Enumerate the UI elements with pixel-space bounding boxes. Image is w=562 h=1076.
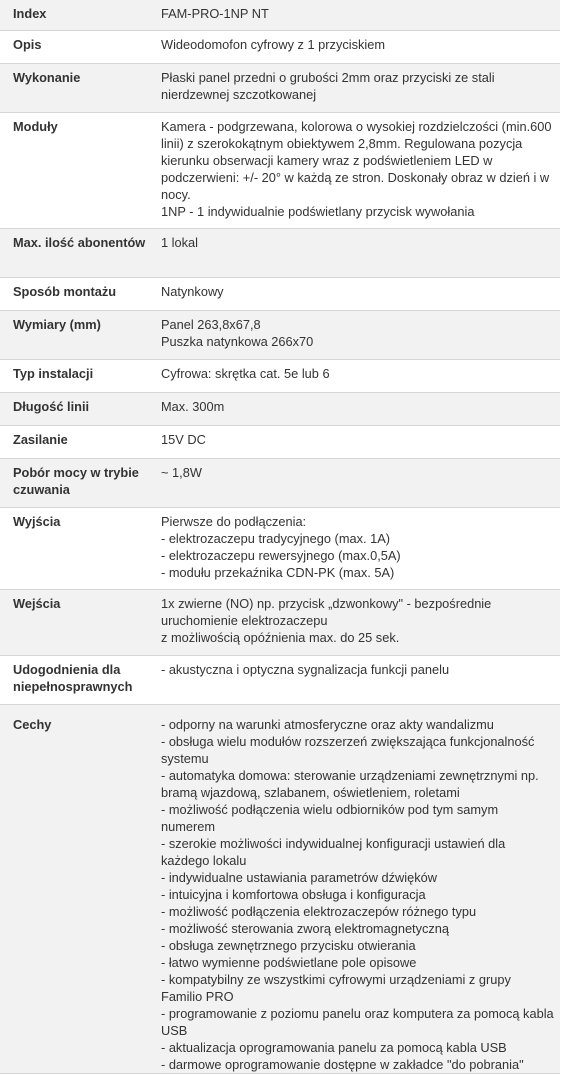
spec-value xyxy=(150,655,560,704)
spec-label: Typ instalacji xyxy=(0,359,150,392)
spec-row xyxy=(0,359,560,392)
spec-value-line: 15V DC xyxy=(161,431,206,447)
spec-value-line: - automatyka domowa: sterowanie urządzeniami zewnętrznymi np. bramą wjazdową, szlabanem, oświetleniem, roletami xyxy=(161,767,539,800)
spec-label: Wejścia xyxy=(0,589,150,655)
spec-value-line: Płaski panel przedni o grubości 2mm oraz przyciski ze stali nierdzewnej szczotkowanej xyxy=(161,69,495,102)
spec-value xyxy=(150,359,560,392)
spec-value-line: - szerokie możliwości indywidualnej konfiguracji ustawień dla każdego lokalu xyxy=(161,835,506,868)
spec-value xyxy=(150,63,560,112)
spec-row xyxy=(0,63,560,112)
spec-value-line: - obsługa wielu modułów rozszerzeń zwiększająca funkcjonalność systemu xyxy=(161,733,535,766)
spec-row xyxy=(0,277,560,310)
spec-value-line: - programowanie z poziomu panelu oraz komputera za pomocą kabla USB xyxy=(161,1005,554,1038)
spec-label: Opis xyxy=(0,30,150,63)
spec-value-line: FAM-PRO-1NP NT xyxy=(161,6,269,21)
spec-value xyxy=(150,392,560,425)
spec-label: Index xyxy=(0,0,150,30)
spec-value-line: - aktualizacja oprogramowania panelu za pomocą kabla USB xyxy=(161,1039,507,1055)
spec-value-line: - obsługa zewnętrznego przycisku otwierania xyxy=(161,937,416,953)
spec-value xyxy=(150,228,560,277)
spec-label: Pobór mocy w trybie czuwania xyxy=(0,458,150,507)
spec-value-line: - możliwość podłączenia elektrozaczepów różnego typu xyxy=(161,903,477,919)
spec-value-line: - elektrozaczepu rewersyjnego (max.0,5A) xyxy=(161,547,401,563)
spec-label: Sposób montażu xyxy=(0,277,150,310)
spec-value-line: - elektrozaczepu tradycyjnego (max. 1A) xyxy=(161,530,391,546)
spec-value-line: - możliwość podłączenia wielu odbiorników pod tym samym numerem xyxy=(161,801,499,834)
spec-row xyxy=(0,704,560,1073)
spec-value-line: Wideodomofon cyfrowy z 1 przyciskiem xyxy=(161,36,386,52)
spec-value xyxy=(150,310,560,359)
spec-label: Max. ilość abonentów xyxy=(0,228,150,277)
spec-value-line: z możliwością opóźnienia max. do 25 sek. xyxy=(161,629,400,645)
spec-row xyxy=(0,655,560,704)
spec-row xyxy=(0,425,560,458)
spec-label: Wyjścia xyxy=(0,507,150,589)
spec-row xyxy=(0,458,560,507)
spec-row xyxy=(0,112,560,228)
spec-row xyxy=(0,228,560,277)
spec-value xyxy=(150,30,560,63)
spec-value-line: - intuicyjna i komfortowa obsługa i konfiguracja xyxy=(161,886,426,902)
spec-row xyxy=(0,30,560,63)
spec-value-line: - łatwo wymienne podświetlane pole opisowe xyxy=(161,954,417,970)
spec-value-line: - modułu przekaźnika CDN-PK (max. 5A) xyxy=(161,564,395,580)
spec-value-line: - darmowe oprogramowanie dostępne w zakładce "do pobrania" xyxy=(161,1056,524,1072)
spec-value-line: Kamera - podgrzewana, kolorowa o wysokiej rozdzielczości (min.600 linii) z szerokokątnym obiektywem 2,8mm. Regulowana pozycja kierunku obserwacji kamery wraz z podświetleniem LED w podczerwieni: +/- 20° w każdą ze stron. Doskonały obraz w dzień i w nocy. xyxy=(161,118,552,202)
spec-value-line: - odporny na warunki atmosferyczne oraz akty wandalizmu xyxy=(161,716,494,732)
spec-label: Zasilanie xyxy=(0,425,150,458)
spec-value xyxy=(150,507,560,589)
spec-label: Moduły xyxy=(0,112,150,228)
spec-row xyxy=(0,589,560,655)
spec-label: Długość linii xyxy=(0,392,150,425)
spec-row xyxy=(0,392,560,425)
spec-value-line: - kompatybilny ze wszystkimi cyfrowymi urządzeniami z grupy Familio PRO xyxy=(161,971,511,1004)
spec-value-line: - możliwość sterowania zworą elektromagnetyczną xyxy=(161,920,450,936)
spec-value-line: 1 lokal xyxy=(161,234,198,250)
spec-value-line: - akustyczna i optyczna sygnalizacja funkcji panelu xyxy=(161,661,450,677)
spec-value-line: Pierwsze do podłączenia: xyxy=(161,513,307,529)
spec-value xyxy=(150,589,560,655)
spec-value-line: Panel 263,8x67,8 xyxy=(161,316,261,332)
spec-value-line: ~ 1,8W xyxy=(161,464,202,480)
spec-value xyxy=(150,112,560,228)
spec-value xyxy=(150,458,560,507)
spec-value xyxy=(150,0,560,30)
spec-value xyxy=(150,425,560,458)
spec-label: Cechy xyxy=(0,704,150,1073)
spec-value-line: - indywidualne ustawiania parametrów dźwięków xyxy=(161,869,437,885)
spec-value-line: 1NP - 1 indywidualnie podświetlany przycisk wywołania xyxy=(161,203,475,219)
spec-value xyxy=(150,277,560,310)
spec-value-line: Cyfrowa: skrętka cat. 5e lub 6 xyxy=(161,365,330,381)
spec-row xyxy=(0,0,560,30)
spec-row xyxy=(0,310,560,359)
spec-label: Udogodnienia dla niepełnosprawnych xyxy=(0,655,150,704)
spec-value-line: 1x zwierne (NO) np. przycisk „dzwonkowy" - bezpośrednie uruchomienie elektrozaczepu xyxy=(161,595,492,628)
spec-value-line: Natynkowy xyxy=(161,283,224,299)
spec-value-line: Max. 300m xyxy=(161,398,225,414)
spec-label: Wykonanie xyxy=(0,63,150,112)
spec-row xyxy=(0,507,560,589)
spec-label: Wymiary (mm) xyxy=(0,310,150,359)
spec-value-line: Puszka natynkowa 266x70 xyxy=(161,333,314,349)
spec-value xyxy=(150,704,560,1073)
